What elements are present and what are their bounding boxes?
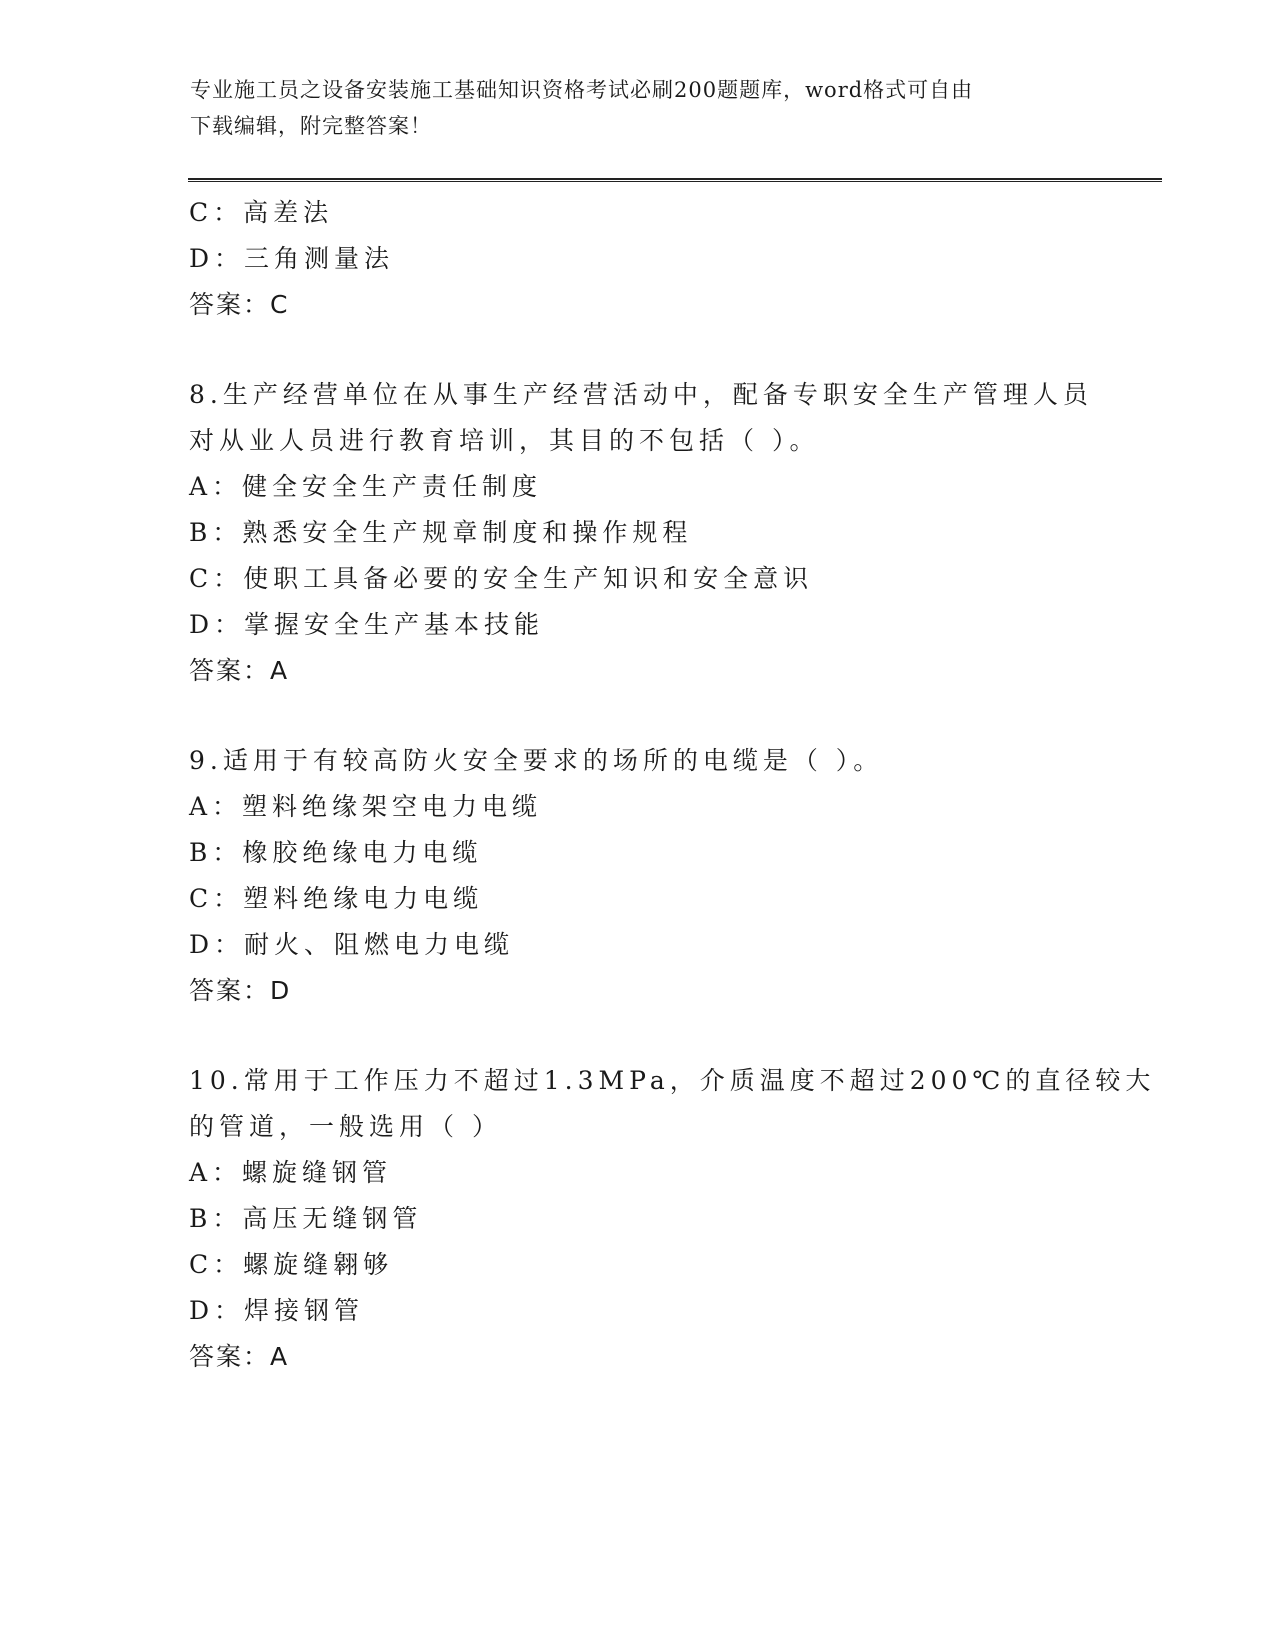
answer-line: 答案：A xyxy=(189,1342,290,1371)
option-b: B：高压无缝钢管 xyxy=(189,1204,423,1233)
option-c: C：高差法 xyxy=(189,198,334,227)
option-d: D：焊接钢管 xyxy=(189,1296,365,1325)
question-stem-line: 的管道，一般选用（ ） xyxy=(189,1112,502,1141)
question-10 xyxy=(189,1058,1156,1380)
page-header xyxy=(190,72,1090,144)
question-9 xyxy=(189,738,1089,1014)
option-a: A：健全安全生产责任制度 xyxy=(189,472,543,501)
question-stem-line: 9.适用于有较高防火安全要求的场所的电缆是（ ）。 xyxy=(189,746,884,775)
question-8 xyxy=(189,372,1093,694)
answer-line: 答案：C xyxy=(189,290,290,319)
option-a: A：塑料绝缘架空电力电缆 xyxy=(189,792,543,821)
answer-line: 答案：A xyxy=(189,656,290,685)
option-d: D：掌握安全生产基本技能 xyxy=(189,610,545,639)
header-line-2: 下载编辑，附完整答案！ xyxy=(190,114,432,138)
question-content xyxy=(189,190,1156,1380)
option-b: B：橡胶绝缘电力电缆 xyxy=(189,838,483,867)
option-b: B：熟悉安全生产规章制度和操作规程 xyxy=(189,518,693,547)
option-d: D：耐火、阻燃电力电缆 xyxy=(189,930,515,959)
header-line-1: 专业施工员之设备安装施工基础知识资格考试必刷200题题库，word格式可自由 xyxy=(190,78,974,102)
option-c: C：螺旋缝翱够 xyxy=(189,1250,394,1279)
question-stem-line: 对从业人员进行教育培训，其目的不包括（ ）。 xyxy=(189,426,820,455)
option-d: D：三角测量法 xyxy=(189,244,395,273)
option-c: C：塑料绝缘电力电缆 xyxy=(189,884,484,913)
question-stem-line: 10.常用于工作压力不超过1.3MPa，介质温度不超过200℃的直径较大 xyxy=(189,1066,1156,1095)
option-a: A：螺旋缝钢管 xyxy=(189,1158,393,1187)
previous-question-tail xyxy=(189,190,1089,328)
option-c: C：使职工具备必要的安全生产知识和安全意识 xyxy=(189,564,814,593)
answer-line: 答案：D xyxy=(189,976,292,1005)
question-stem-line: 8.生产经营单位在从事生产经营活动中，配备专职安全生产管理人员 xyxy=(189,380,1093,409)
header-divider xyxy=(188,178,1162,182)
